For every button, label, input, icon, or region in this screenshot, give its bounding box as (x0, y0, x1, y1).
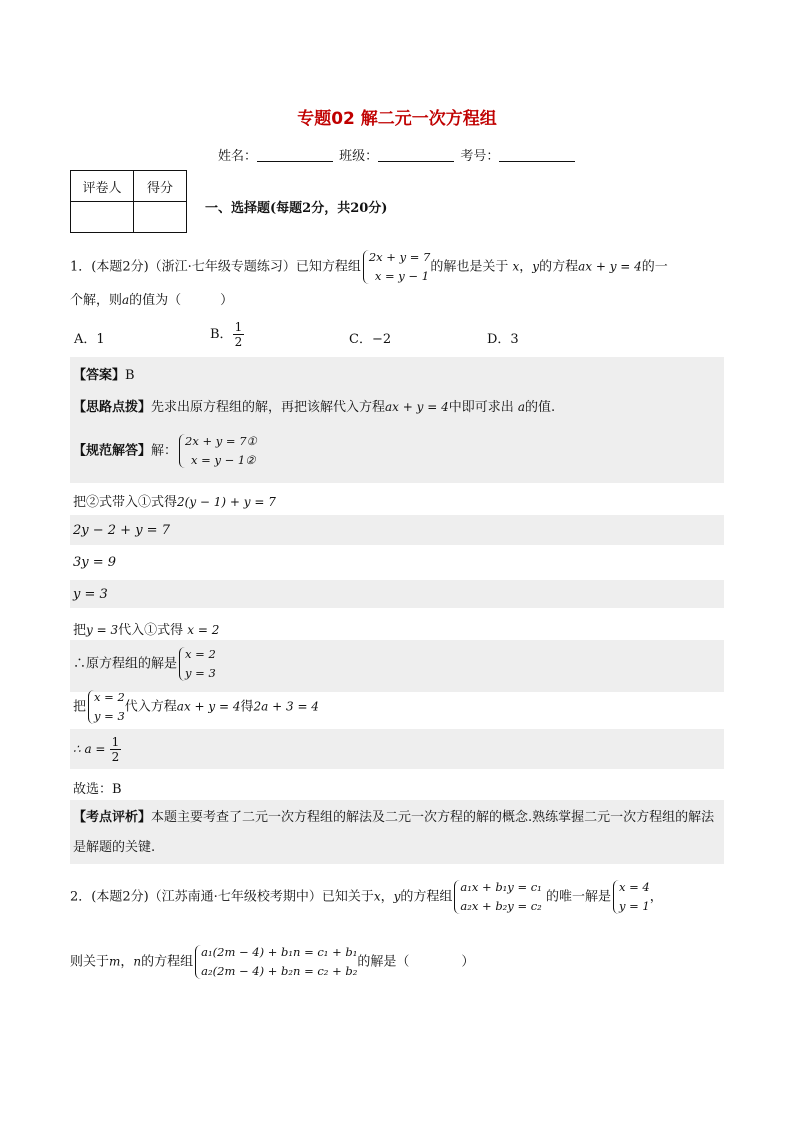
answer-label: 【答案】 (73, 368, 126, 383)
score-cell-score (134, 202, 187, 233)
q1-stem-b: 的解也是关于 (430, 259, 509, 275)
name-blank (257, 149, 333, 162)
q2-var-y: y (393, 889, 401, 904)
q2-stem-a: 2．(本题2分)（江苏南通·七年级校考期中）已知关于 (70, 889, 374, 905)
hint-label: 【思路点拨】 (73, 400, 152, 415)
hint-text-b: 中即可求出 (448, 400, 514, 415)
step-6 (73, 645, 216, 683)
q1-equation: ax + y = 4 (578, 259, 642, 274)
q1-var-y: y (532, 259, 540, 274)
step-8 (73, 735, 121, 764)
q2-solution-system (611, 878, 650, 916)
step5-text-b: 代入①式得 (118, 623, 184, 638)
step5-equation: y = 3 (86, 623, 119, 637)
step-7 (73, 688, 319, 726)
step-5 (73, 619, 219, 638)
class-blank (378, 149, 454, 162)
q1-option-b[interactable] (210, 320, 244, 349)
id-blank (499, 149, 575, 162)
q2-sol-row2: y = 1 (618, 899, 650, 913)
hint-text-c: 的值. (525, 400, 556, 415)
step8-num: 1 (111, 735, 120, 749)
standard-solution-line (73, 432, 257, 470)
score-table (70, 170, 187, 233)
id-label: 考号： (460, 149, 500, 164)
q1-system (361, 248, 431, 286)
standard-system (177, 432, 257, 470)
step5-result: x = 2 (187, 623, 220, 637)
q1-var-a: a (122, 293, 130, 307)
q1-option-a[interactable]: A．1 (74, 332, 105, 347)
step7-text-b: 代入方程 (124, 699, 177, 715)
q2-system (452, 878, 541, 916)
q2-line2-c: 的解是（ ） (357, 954, 475, 970)
section-heading: 一、选择题(每题2分，共20分) (205, 201, 388, 216)
q2-sys-row2: a₂x + b₂y = c₂ (460, 899, 542, 913)
q2-stem-line2 (70, 943, 474, 981)
q1-stem-c: 的方程 (539, 259, 579, 275)
q2-sys2-row2: a₂(2m − 4) + b₂n = c₂ + b₂ (201, 964, 358, 978)
q2-sys-row1: a₁x + b₁y = c₁ (460, 880, 542, 894)
step7-text-a: 把 (73, 699, 87, 715)
hint-equation: ax + y = 4 (385, 400, 449, 414)
q2-system-2 (193, 943, 357, 981)
hint-line (73, 396, 555, 415)
q1-sys-row1: 2x + y = 7 (368, 250, 431, 264)
q2-sol-row1: x = 4 (618, 880, 650, 894)
step6-row1: x = 2 (185, 647, 216, 661)
q1-option-b-label: B． (210, 327, 233, 342)
hint-var: a (517, 400, 526, 414)
step-4: y = 3 (73, 587, 108, 602)
review-block (73, 803, 723, 863)
q1-option-c[interactable]: C．−2 (349, 332, 392, 347)
step7-system (86, 688, 125, 726)
score-header-score: 得分 (134, 171, 187, 202)
q1-option-d[interactable]: D．3 (487, 332, 519, 347)
q2-stem-b: 的方程组 (400, 889, 453, 905)
step7-result: 2a + 3 = 4 (253, 699, 319, 714)
q1-stem-a: 1．(本题2分)（浙江·七年级专题练习）已知方程组 (70, 259, 361, 275)
student-info (218, 145, 577, 164)
step7-row1: x = 2 (94, 690, 125, 704)
step1-equation: 2(y − 1) + y = 7 (177, 495, 276, 509)
answer-line (73, 364, 135, 383)
q1-line2-a: 个解，则 (70, 293, 123, 308)
score-cell-grader (71, 202, 134, 233)
step6-system (177, 645, 216, 683)
q1-option-b-den: 2 (234, 335, 243, 349)
review-label: 【考点评析】 (73, 810, 152, 825)
name-label: 姓名： (218, 149, 258, 164)
step-1 (73, 491, 276, 510)
q2-sys2-row1: a₁(2m − 4) + b₁n = c₁ + b₁ (201, 945, 358, 959)
step7-row2: y = 3 (94, 709, 125, 723)
step8-fraction (110, 735, 122, 764)
q2-var-n: n (133, 954, 142, 969)
q1-line2-b: 的值为（ ） (129, 293, 234, 308)
q2-var-m: m (109, 954, 121, 969)
answer-value: B (125, 368, 135, 383)
solution-block-5 (70, 729, 724, 769)
q1-stem-line1 (70, 248, 668, 286)
standard-sys-row1: 2x + y = 7① (185, 434, 257, 448)
q1-option-b-fraction (233, 320, 245, 349)
step5-text-a: 把 (73, 623, 87, 638)
hint-text-a: 先求出原方程组的解，再把该解代入方程 (151, 400, 386, 415)
review-text: 本题主要考查了二元一次方程组的解法及二元一次方程的解的概念.熟练掌握二元一次方程组的解法是解题的关键. (73, 810, 715, 855)
page-title: 专题02 解二元一次方程组 (297, 109, 497, 129)
step8-den: 2 (111, 750, 120, 764)
solution-block-3 (70, 580, 724, 608)
q1-stem-d: 的一 (641, 259, 668, 275)
q2-sep2: ， (120, 954, 134, 970)
standard-sys-row2: x = y − 1② (191, 453, 256, 467)
step7-equation: ax + y = 4 (176, 699, 241, 714)
q1-option-b-num: 1 (234, 320, 243, 334)
q1-var-x: x (512, 259, 520, 274)
q2-stem-line1 (70, 878, 663, 916)
step6-text: ∴原方程组的解是 (73, 656, 178, 672)
q2-line2-a: 则关于 (70, 954, 110, 970)
step7-text-c: 得 (240, 699, 254, 715)
q1-sep: ， (519, 259, 533, 275)
q2-line2-b: 的方程组 (141, 954, 194, 970)
step-3: 3y = 9 (73, 555, 117, 570)
class-label: 班级： (339, 149, 379, 164)
step-2: 2y − 2 + y = 7 (73, 523, 170, 538)
score-header-grader: 评卷人 (71, 171, 134, 202)
q2-stem-d: ， (649, 889, 663, 905)
choose-line: 故选：B (73, 782, 122, 797)
q2-var-x: x (373, 889, 381, 904)
step1-text: 把②式带入①式得 (73, 495, 178, 510)
standard-label: 【规范解答】 (73, 443, 152, 459)
step6-row2: y = 3 (185, 666, 216, 680)
standard-solve: 解： (151, 443, 178, 459)
q1-stem-line2 (70, 289, 233, 308)
q2-stem-c: 的唯一解是 (545, 889, 611, 905)
q2-sep: ， (380, 889, 394, 905)
q1-sys-row2: x = y − 1 (374, 269, 430, 283)
step8-text: ∴ a = (73, 742, 106, 756)
